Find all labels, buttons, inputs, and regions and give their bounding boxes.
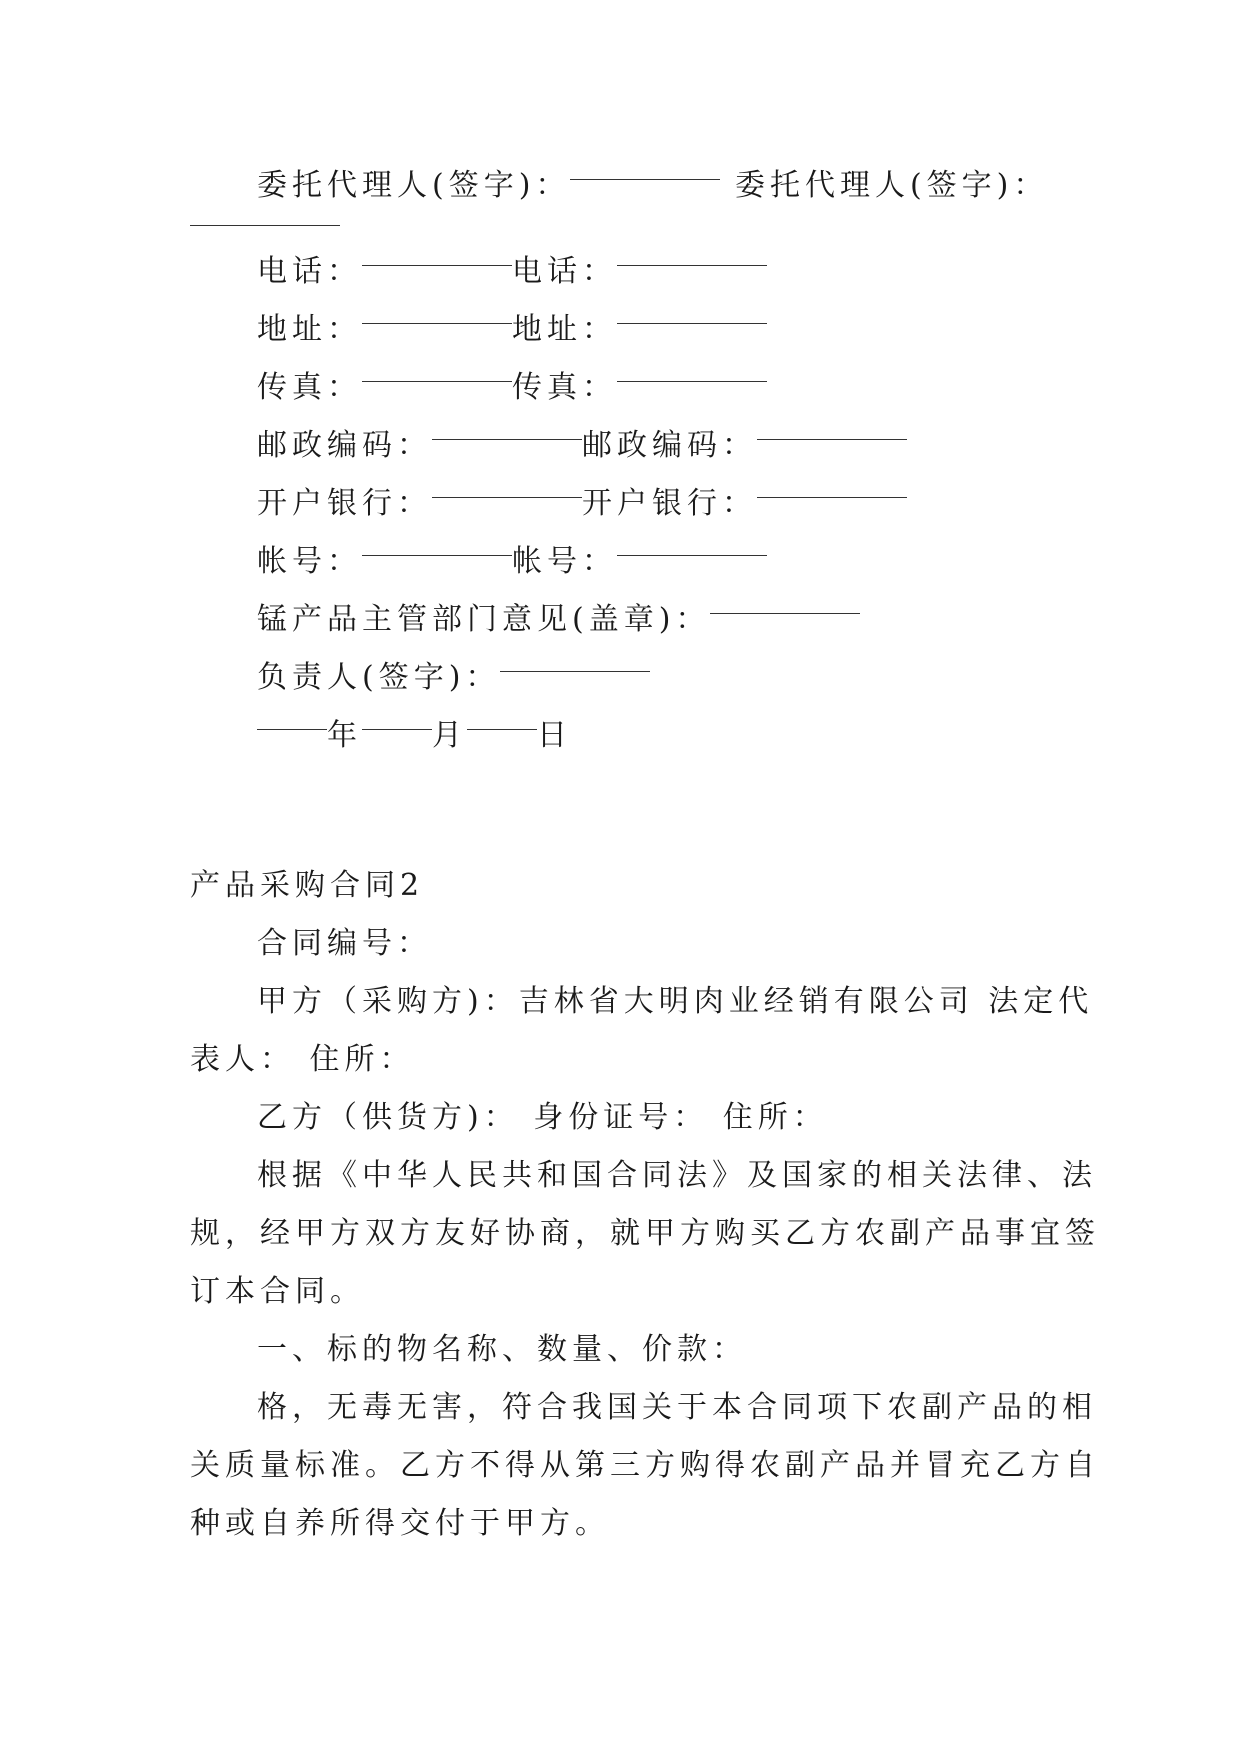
postal-line bbox=[257, 424, 907, 468]
fax-line bbox=[257, 366, 767, 410]
intro-line-1: 根据《中华人民共和国合同法》及国家的相关法律、法 bbox=[257, 1158, 1097, 1193]
bank-blank-a bbox=[432, 503, 582, 513]
account-label-b: 帐号： bbox=[512, 544, 617, 579]
bank-label-b: 开户银行： bbox=[582, 486, 757, 521]
address-label-a: 地址： bbox=[257, 312, 362, 347]
party-b-line: 乙方（供货方)： 身份证号： 住所： bbox=[257, 1100, 828, 1135]
account-blank-a bbox=[362, 561, 512, 571]
postal-label-a: 邮政编码： bbox=[257, 428, 432, 463]
address-line bbox=[257, 308, 767, 352]
party-a-line-2: 表人： 住所： bbox=[190, 1042, 415, 1077]
bank-line bbox=[257, 482, 907, 526]
contract-number: 合同编号： bbox=[257, 926, 432, 961]
bank-blank-b bbox=[757, 503, 907, 513]
section-1-heading: 一、标的物名称、数量、价款： bbox=[257, 1332, 747, 1367]
date-line bbox=[257, 714, 572, 758]
address-label-b: 地址： bbox=[512, 312, 617, 347]
account-label-a: 帐号： bbox=[257, 544, 362, 579]
agent-label-party-b: 委托代理人(签字)： bbox=[734, 168, 1049, 203]
postal-blank-a bbox=[432, 445, 582, 455]
agent-blank-line bbox=[190, 210, 340, 254]
fax-blank-b bbox=[617, 387, 767, 397]
phone-blank-b bbox=[617, 271, 767, 281]
year-blank bbox=[257, 735, 327, 745]
agent-blank-party-b bbox=[190, 231, 340, 241]
party-a-line-1: 甲方（采购方)：吉林省大明肉业经销有限公司 法定代 bbox=[257, 984, 1094, 1019]
fax-blank-a bbox=[362, 387, 512, 397]
agent-signature-line bbox=[257, 164, 1048, 208]
phone-blank-a bbox=[362, 271, 512, 281]
intro-line-3: 订本合同。 bbox=[190, 1274, 365, 1309]
quality-line-2: 关质量标准。乙方不得从第三方购得农副产品并冒充乙方自 bbox=[190, 1448, 1100, 1483]
dept-opinion-line bbox=[257, 598, 860, 642]
month-label: 月 bbox=[432, 718, 467, 753]
intro-line-2: 规，经甲方双方友好协商，就甲方购买乙方农副产品事宜签 bbox=[190, 1216, 1100, 1251]
quality-line-1: 格，无毒无害，符合我国关于本合同项下农副产品的相 bbox=[257, 1390, 1097, 1425]
day-blank bbox=[467, 735, 537, 745]
phone-line bbox=[257, 250, 767, 294]
postal-blank-b bbox=[757, 445, 907, 455]
responsible-blank bbox=[500, 677, 650, 687]
address-blank-a bbox=[362, 329, 512, 339]
month-blank bbox=[362, 735, 432, 745]
responsible-line bbox=[257, 656, 650, 700]
dept-opinion-label: 锰产品主管部门意见(盖章)： bbox=[257, 602, 711, 637]
responsible-label: 负责人(签字)： bbox=[257, 660, 501, 695]
agent-blank-party-a bbox=[570, 185, 720, 195]
postal-label-b: 邮政编码： bbox=[582, 428, 757, 463]
dept-opinion-blank bbox=[710, 619, 860, 629]
address-blank-b bbox=[617, 329, 767, 339]
year-label: 年 bbox=[327, 718, 362, 753]
bank-label-a: 开户银行： bbox=[257, 486, 432, 521]
contract-title: 产品采购合同2 bbox=[190, 868, 425, 903]
phone-label-a: 电话： bbox=[257, 254, 362, 289]
quality-line-3: 种或自养所得交付于甲方。 bbox=[190, 1506, 610, 1541]
fax-label-b: 传真： bbox=[512, 370, 617, 405]
phone-label-b: 电话： bbox=[512, 254, 617, 289]
account-line bbox=[257, 540, 767, 584]
agent-label-party-a: 委托代理人(签字)： bbox=[257, 168, 571, 203]
day-label: 日 bbox=[537, 718, 572, 753]
account-blank-b bbox=[617, 561, 767, 571]
fax-label-a: 传真： bbox=[257, 370, 362, 405]
